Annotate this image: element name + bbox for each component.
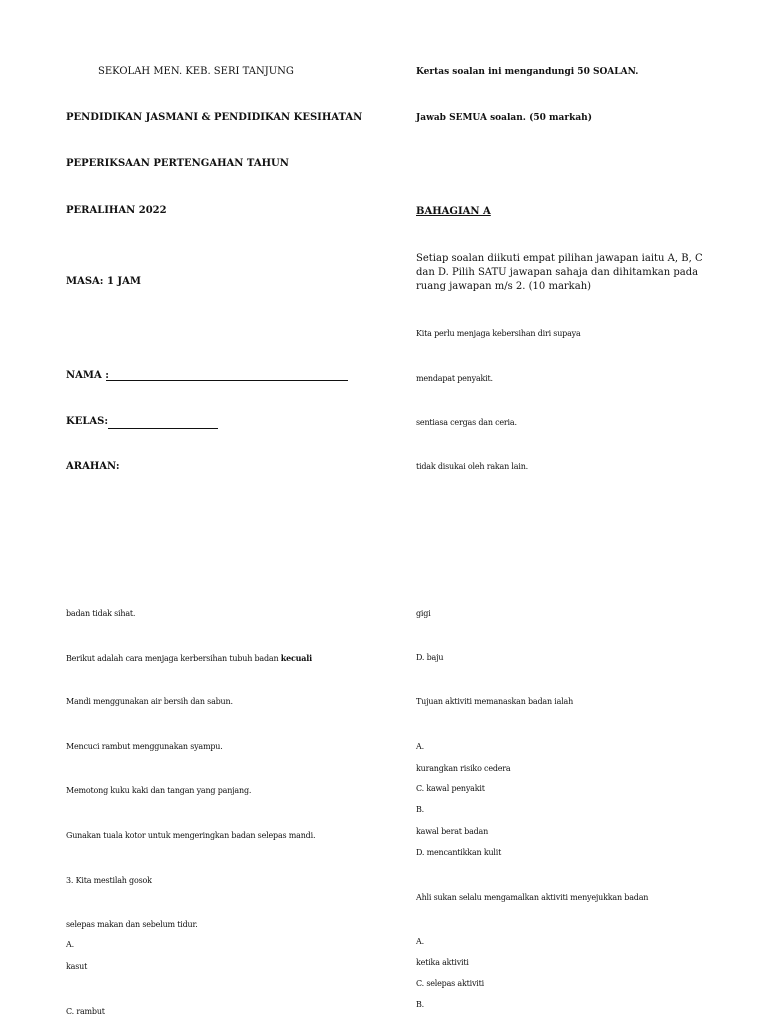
q4-option-a-label: A.: [416, 742, 424, 751]
q3-option-d: D. baju: [416, 653, 444, 662]
q3-stem-cont: selepas makan dan sebelum tidur.: [66, 920, 198, 929]
q1-option: tidak disukai oleh rakan lain.: [416, 462, 529, 471]
answer-all: Jawab SEMUA soalan. (50 markah): [416, 113, 592, 123]
q4-option-d: D. mencantikkan kulit: [416, 848, 502, 857]
name-field-line: [106, 380, 348, 381]
q2-option: Mandi menggunakan air bersih dan sabun.: [66, 697, 233, 706]
q4-option-c: C. kawal penyakit: [416, 784, 485, 793]
instructions-label: ARAHAN:: [66, 461, 120, 472]
q5-option-b-label: B.: [416, 1000, 425, 1009]
school-name: SEKOLAH MEN. KEB. SERI TANJUNG: [98, 66, 294, 77]
section-title: BAHAGIAN A: [416, 206, 491, 217]
level-title: PERALIHAN 2022: [66, 205, 167, 216]
class-label: KELAS:: [66, 416, 109, 427]
name-label: NAMA :: [66, 370, 109, 381]
q5-option-a: ketika aktiviti: [416, 958, 469, 967]
q3-option-a-label: A.: [66, 940, 74, 949]
q5-option-a-label: A.: [416, 937, 424, 946]
q1-option: mendapat penyakit.: [416, 374, 493, 383]
q4-option-b-label: B.: [416, 805, 425, 814]
q1-stem: Kita perlu menjaga kebersihan diri supaya: [416, 329, 581, 338]
q5-stem: Ahli sukan selalu mengamalkan aktiviti menyejukkan badan: [416, 893, 649, 902]
q2-option: Memotong kuku kaki dan tangan yang panjang.: [66, 786, 252, 795]
q3-stem: 3. Kita mestilah gosok: [66, 876, 152, 885]
q3-option-a: kasut: [66, 962, 88, 971]
duration: MASA: 1 JAM: [66, 276, 141, 287]
q4-option-b: kawal berat badan: [416, 827, 489, 836]
q4-stem: Tujuan aktiviti memanaskan badan ialah: [416, 697, 574, 706]
subject-title: PENDIDIKAN JASMANI & PENDIDIKAN KESIHATAN: [66, 112, 363, 123]
exam-title: PEPERIKSAAN PERTENGAHAN TAHUN: [66, 158, 289, 169]
q4-option-a: kurangkan risiko cedera: [416, 764, 511, 773]
q3-option-b: gigi: [416, 609, 431, 618]
q2-option: Mencuci rambut menggunakan syampu.: [66, 742, 223, 751]
q5-option-c: C. selepas aktiviti: [416, 979, 485, 988]
class-field-line: [108, 428, 218, 429]
paper-info: Kertas soalan ini mengandungi 50 SOALAN.: [416, 67, 639, 77]
q2-stem-emphasis: kecuali: [280, 653, 312, 663]
q1-option: sentiasa cergas dan ceria.: [416, 418, 517, 427]
section-instruction: Setiap soalan diikuti empat pilihan jawapan iaitu A, B, C dan D. Pilih SATU jawapan sahaja dan dihitamkan pada ruang jawapan m/s 2. (10 markah): [416, 253, 703, 292]
q1-option: badan tidak sihat.: [66, 609, 136, 618]
q2-stem: [66, 653, 312, 663]
q2-option: Gunakan tuala kotor untuk mengeringkan badan selepas mandi.: [66, 831, 316, 840]
q3-option-c: C. rambut: [66, 1007, 105, 1016]
q2-stem-text: Berikut adalah cara menjaga kerbersihan tubuh badan: [66, 654, 281, 663]
